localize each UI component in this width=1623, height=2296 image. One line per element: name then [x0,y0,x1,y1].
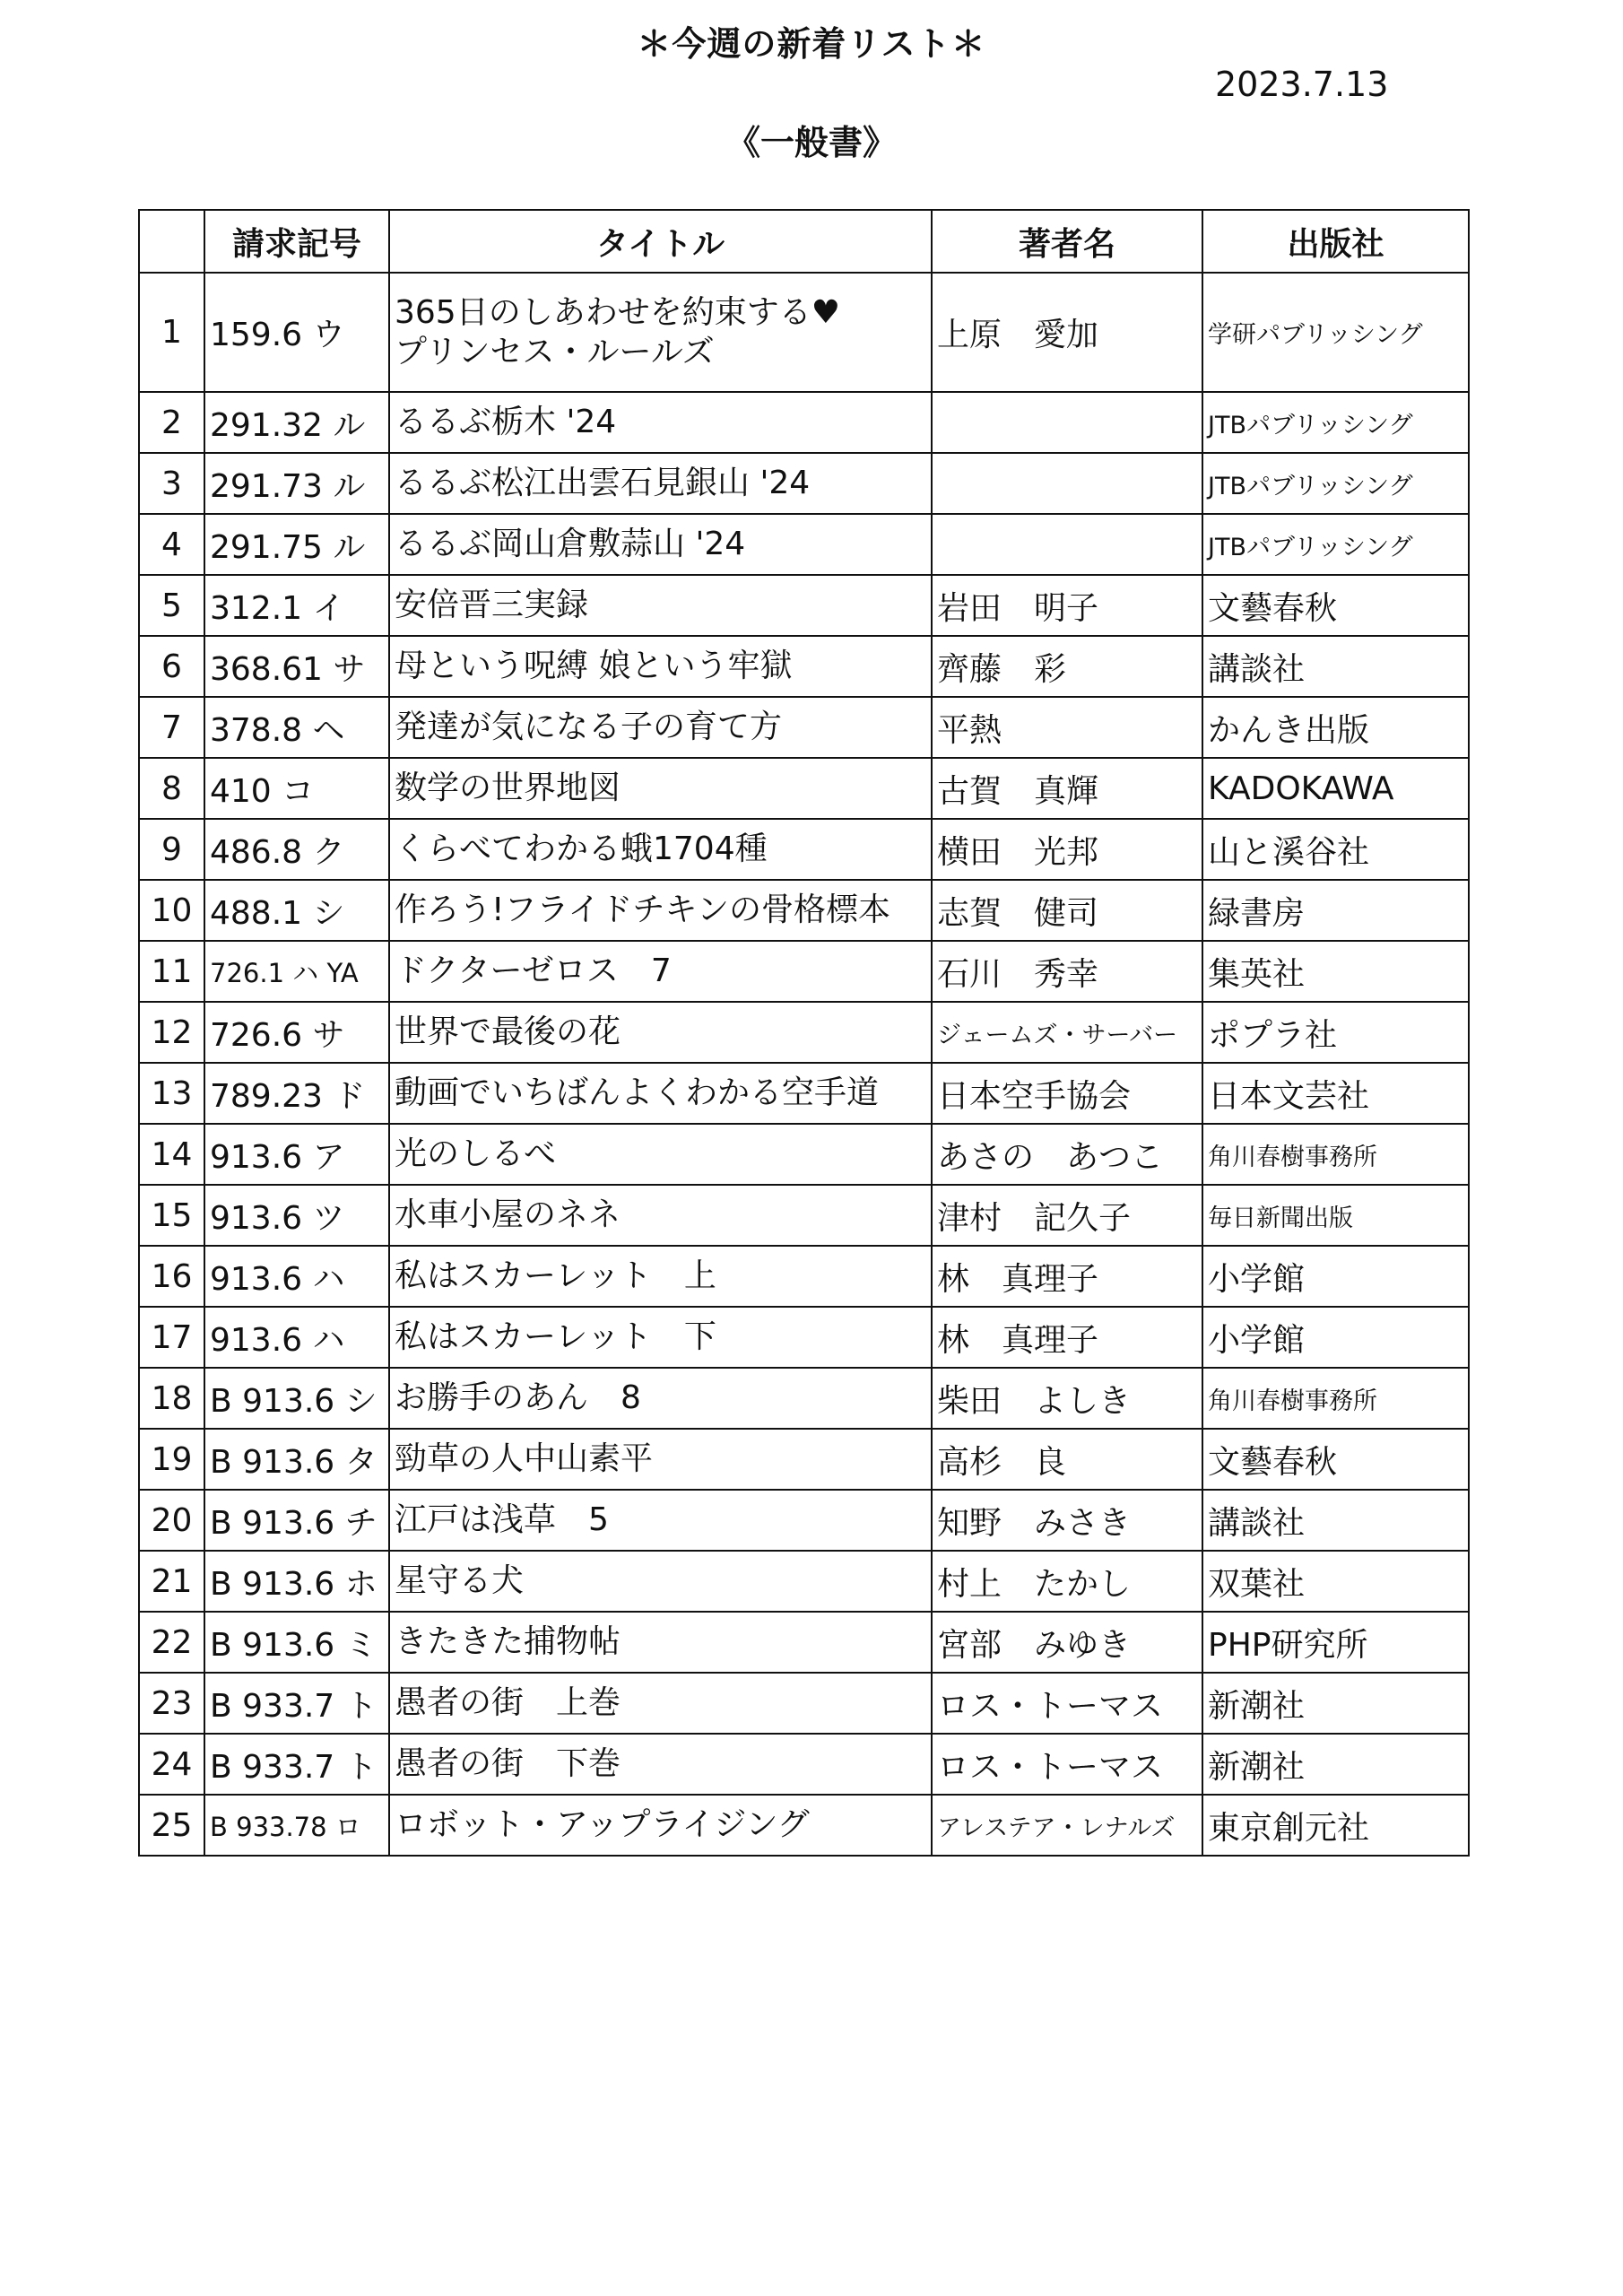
book-title-cell: 私はスカーレット 上 [389,1246,932,1307]
publisher-cell: KADOKAWA [1202,758,1469,819]
author-cell: 志賀 健司 [932,880,1202,941]
row-number: 16 [139,1246,204,1307]
book-title-cell: 愚者の街 下巻 [389,1734,932,1795]
book-title-cell: 365日のしあわせを約束する♥ プリンセス・ルールズ [389,273,932,392]
column-header-publisher: 出版社 [1202,210,1469,273]
table-row [139,697,1469,758]
call-number-cell: 368.61 サ [204,636,389,697]
call-number-cell: 159.6 ウ [204,273,389,392]
call-number-cell: B 913.6 ホ [204,1551,389,1612]
publisher-cell: 小学館 [1202,1307,1469,1368]
row-number: 15 [139,1185,204,1246]
call-number-cell: B 933.78 ロ [204,1795,389,1856]
author-cell: 宮部 みゆき [932,1612,1202,1673]
publisher-cell: 新潮社 [1202,1673,1469,1734]
row-number: 9 [139,819,204,880]
publisher-cell: 新潮社 [1202,1734,1469,1795]
book-title-cell: きたきた捕物帖 [389,1612,932,1673]
author-cell: 上原 愛加 [932,273,1202,392]
table-row [139,392,1469,453]
publisher-cell: 講談社 [1202,636,1469,697]
new-books-table [138,209,1470,1857]
publisher-cell: JTBパブリッシング [1202,453,1469,514]
call-number-cell: 789.23 ド [204,1063,389,1124]
row-number: 17 [139,1307,204,1368]
author-cell: 津村 記久子 [932,1185,1202,1246]
book-title-cell: るるぶ松江出雲石見銀山 '24 [389,453,932,514]
table-header-row [139,210,1469,273]
publisher-cell: PHP研究所 [1202,1612,1469,1673]
call-number-cell: 291.73 ル [204,453,389,514]
book-title-cell: 光のしるべ [389,1124,932,1185]
book-title-cell: お勝手のあん 8 [389,1368,932,1429]
call-number-cell: 726.1 ハ YA [204,941,389,1002]
table-row [139,636,1469,697]
table-row [139,514,1469,575]
book-title-cell: 数学の世界地図 [389,758,932,819]
table-row [139,1063,1469,1124]
publisher-cell: JTBパブリッシング [1202,514,1469,575]
call-number-cell: 378.8 ヘ [204,697,389,758]
author-cell: 石川 秀幸 [932,941,1202,1002]
table-row [139,1795,1469,1856]
publisher-cell: 学研パブリッシング [1202,273,1469,392]
call-number-cell: 291.32 ル [204,392,389,453]
author-cell: アレステア・レナルズ [932,1795,1202,1856]
book-title-cell: 動画でいちばんよくわかる空手道 [389,1063,932,1124]
book-title-cell: 星守る犬 [389,1551,932,1612]
row-number: 10 [139,880,204,941]
book-title-cell: 江戸は浅草 5 [389,1490,932,1551]
author-cell: あさの あつこ [932,1124,1202,1185]
author-cell: 齊藤 彩 [932,636,1202,697]
table-row [139,1124,1469,1185]
section-subtitle: 《一般書》 [725,123,897,162]
table-row [139,1246,1469,1307]
list-date: 2023.7.13 [1215,65,1389,104]
book-title-cell: 愚者の街 上巻 [389,1673,932,1734]
table-row [139,819,1469,880]
row-number: 1 [139,273,204,392]
publisher-cell: 東京創元社 [1202,1795,1469,1856]
book-title-cell: るるぶ岡山倉敷蒜山 '24 [389,514,932,575]
row-number: 12 [139,1002,204,1063]
publisher-cell: 文藝春秋 [1202,575,1469,636]
author-cell: 高杉 良 [932,1429,1202,1490]
author-cell: 村上 たかし [932,1551,1202,1612]
call-number-cell: B 933.7 ト [204,1673,389,1734]
call-number-cell: B 913.6 チ [204,1490,389,1551]
book-title-cell: 安倍晋三実録 [389,575,932,636]
author-cell: 柴田 よしき [932,1368,1202,1429]
author-cell: 林 真理子 [932,1307,1202,1368]
author-cell: 知野 みさき [932,1490,1202,1551]
author-cell [932,453,1202,514]
book-title-cell: ロボット・アップライジング [389,1795,932,1856]
column-header-title: タイトル [389,210,932,273]
row-number: 4 [139,514,204,575]
call-number-cell: 726.6 サ [204,1002,389,1063]
table-row [139,941,1469,1002]
book-title-cell: るるぶ栃木 '24 [389,392,932,453]
table-row [139,273,1469,392]
call-number-cell: 913.6 ハ [204,1246,389,1307]
author-cell [932,392,1202,453]
call-number-cell: B 913.6 ミ [204,1612,389,1673]
table-row [139,1307,1469,1368]
publisher-cell: 集英社 [1202,941,1469,1002]
table-row [139,758,1469,819]
publisher-cell: かんき出版 [1202,697,1469,758]
author-cell: ジェームズ・サーバー [932,1002,1202,1063]
call-number-cell: 913.6 ツ [204,1185,389,1246]
call-number-cell: B 913.6 タ [204,1429,389,1490]
book-title-cell: 私はスカーレット 下 [389,1307,932,1368]
table-row [139,1673,1469,1734]
page-title: ＊今週の新着リスト＊ [637,24,986,64]
table-row [139,453,1469,514]
row-number: 24 [139,1734,204,1795]
publisher-cell: 山と溪谷社 [1202,819,1469,880]
call-number-cell: 291.75 ル [204,514,389,575]
book-title-cell: 発達が気になる子の育て方 [389,697,932,758]
publisher-cell: 小学館 [1202,1246,1469,1307]
publisher-cell: 角川春樹事務所 [1202,1368,1469,1429]
call-number-cell: 913.6 ハ [204,1307,389,1368]
column-header-author: 著者名 [932,210,1202,273]
call-number-cell: 488.1 シ [204,880,389,941]
publisher-cell: 講談社 [1202,1490,1469,1551]
publisher-cell: 文藝春秋 [1202,1429,1469,1490]
table-row [139,1185,1469,1246]
publisher-cell: JTBパブリッシング [1202,392,1469,453]
author-cell: 横田 光邦 [932,819,1202,880]
table-row [139,880,1469,941]
author-cell: 林 真理子 [932,1246,1202,1307]
book-title-cell: 世界で最後の花 [389,1002,932,1063]
row-number: 3 [139,453,204,514]
row-number: 14 [139,1124,204,1185]
table-row [139,1490,1469,1551]
book-title-cell: 勁草の人中山素平 [389,1429,932,1490]
row-number: 22 [139,1612,204,1673]
call-number-cell: B 933.7 ト [204,1734,389,1795]
row-number: 21 [139,1551,204,1612]
table-row [139,1429,1469,1490]
table-body [139,273,1469,1856]
row-number: 20 [139,1490,204,1551]
table-row [139,1734,1469,1795]
column-header-number [139,210,204,273]
row-number: 5 [139,575,204,636]
author-cell [932,514,1202,575]
book-title-cell: 作ろう!フライドチキンの骨格標本 [389,880,932,941]
table-row [139,1368,1469,1429]
row-number: 2 [139,392,204,453]
row-number: 7 [139,697,204,758]
author-cell: ロス・トーマス [932,1734,1202,1795]
row-number: 11 [139,941,204,1002]
row-number: 25 [139,1795,204,1856]
author-cell: 日本空手協会 [932,1063,1202,1124]
table-row [139,575,1469,636]
call-number-cell: B 913.6 シ [204,1368,389,1429]
call-number-cell: 913.6 ア [204,1124,389,1185]
row-number: 6 [139,636,204,697]
publisher-cell: 毎日新聞出版 [1202,1185,1469,1246]
author-cell: 岩田 明子 [932,575,1202,636]
call-number-cell: 486.8 ク [204,819,389,880]
row-number: 23 [139,1673,204,1734]
book-title-cell: 母という呪縛 娘という牢獄 [389,636,932,697]
publisher-cell: 日本文芸社 [1202,1063,1469,1124]
publisher-cell: 双葉社 [1202,1551,1469,1612]
row-number: 8 [139,758,204,819]
book-title-cell: くらべてわかる蛾1704種 [389,819,932,880]
author-cell: ロス・トーマス [932,1673,1202,1734]
publisher-cell: ポプラ社 [1202,1002,1469,1063]
table-row [139,1612,1469,1673]
call-number-cell: 410 コ [204,758,389,819]
row-number: 18 [139,1368,204,1429]
row-number: 13 [139,1063,204,1124]
table-row [139,1551,1469,1612]
row-number: 19 [139,1429,204,1490]
call-number-cell: 312.1 イ [204,575,389,636]
table-row [139,1002,1469,1063]
column-header-call-number: 請求記号 [204,210,389,273]
publisher-cell: 角川春樹事務所 [1202,1124,1469,1185]
book-title-cell: ドクターゼロス 7 [389,941,932,1002]
publisher-cell: 緑書房 [1202,880,1469,941]
author-cell: 古賀 真輝 [932,758,1202,819]
book-title-cell: 水車小屋のネネ [389,1185,932,1246]
author-cell: 平熱 [932,697,1202,758]
